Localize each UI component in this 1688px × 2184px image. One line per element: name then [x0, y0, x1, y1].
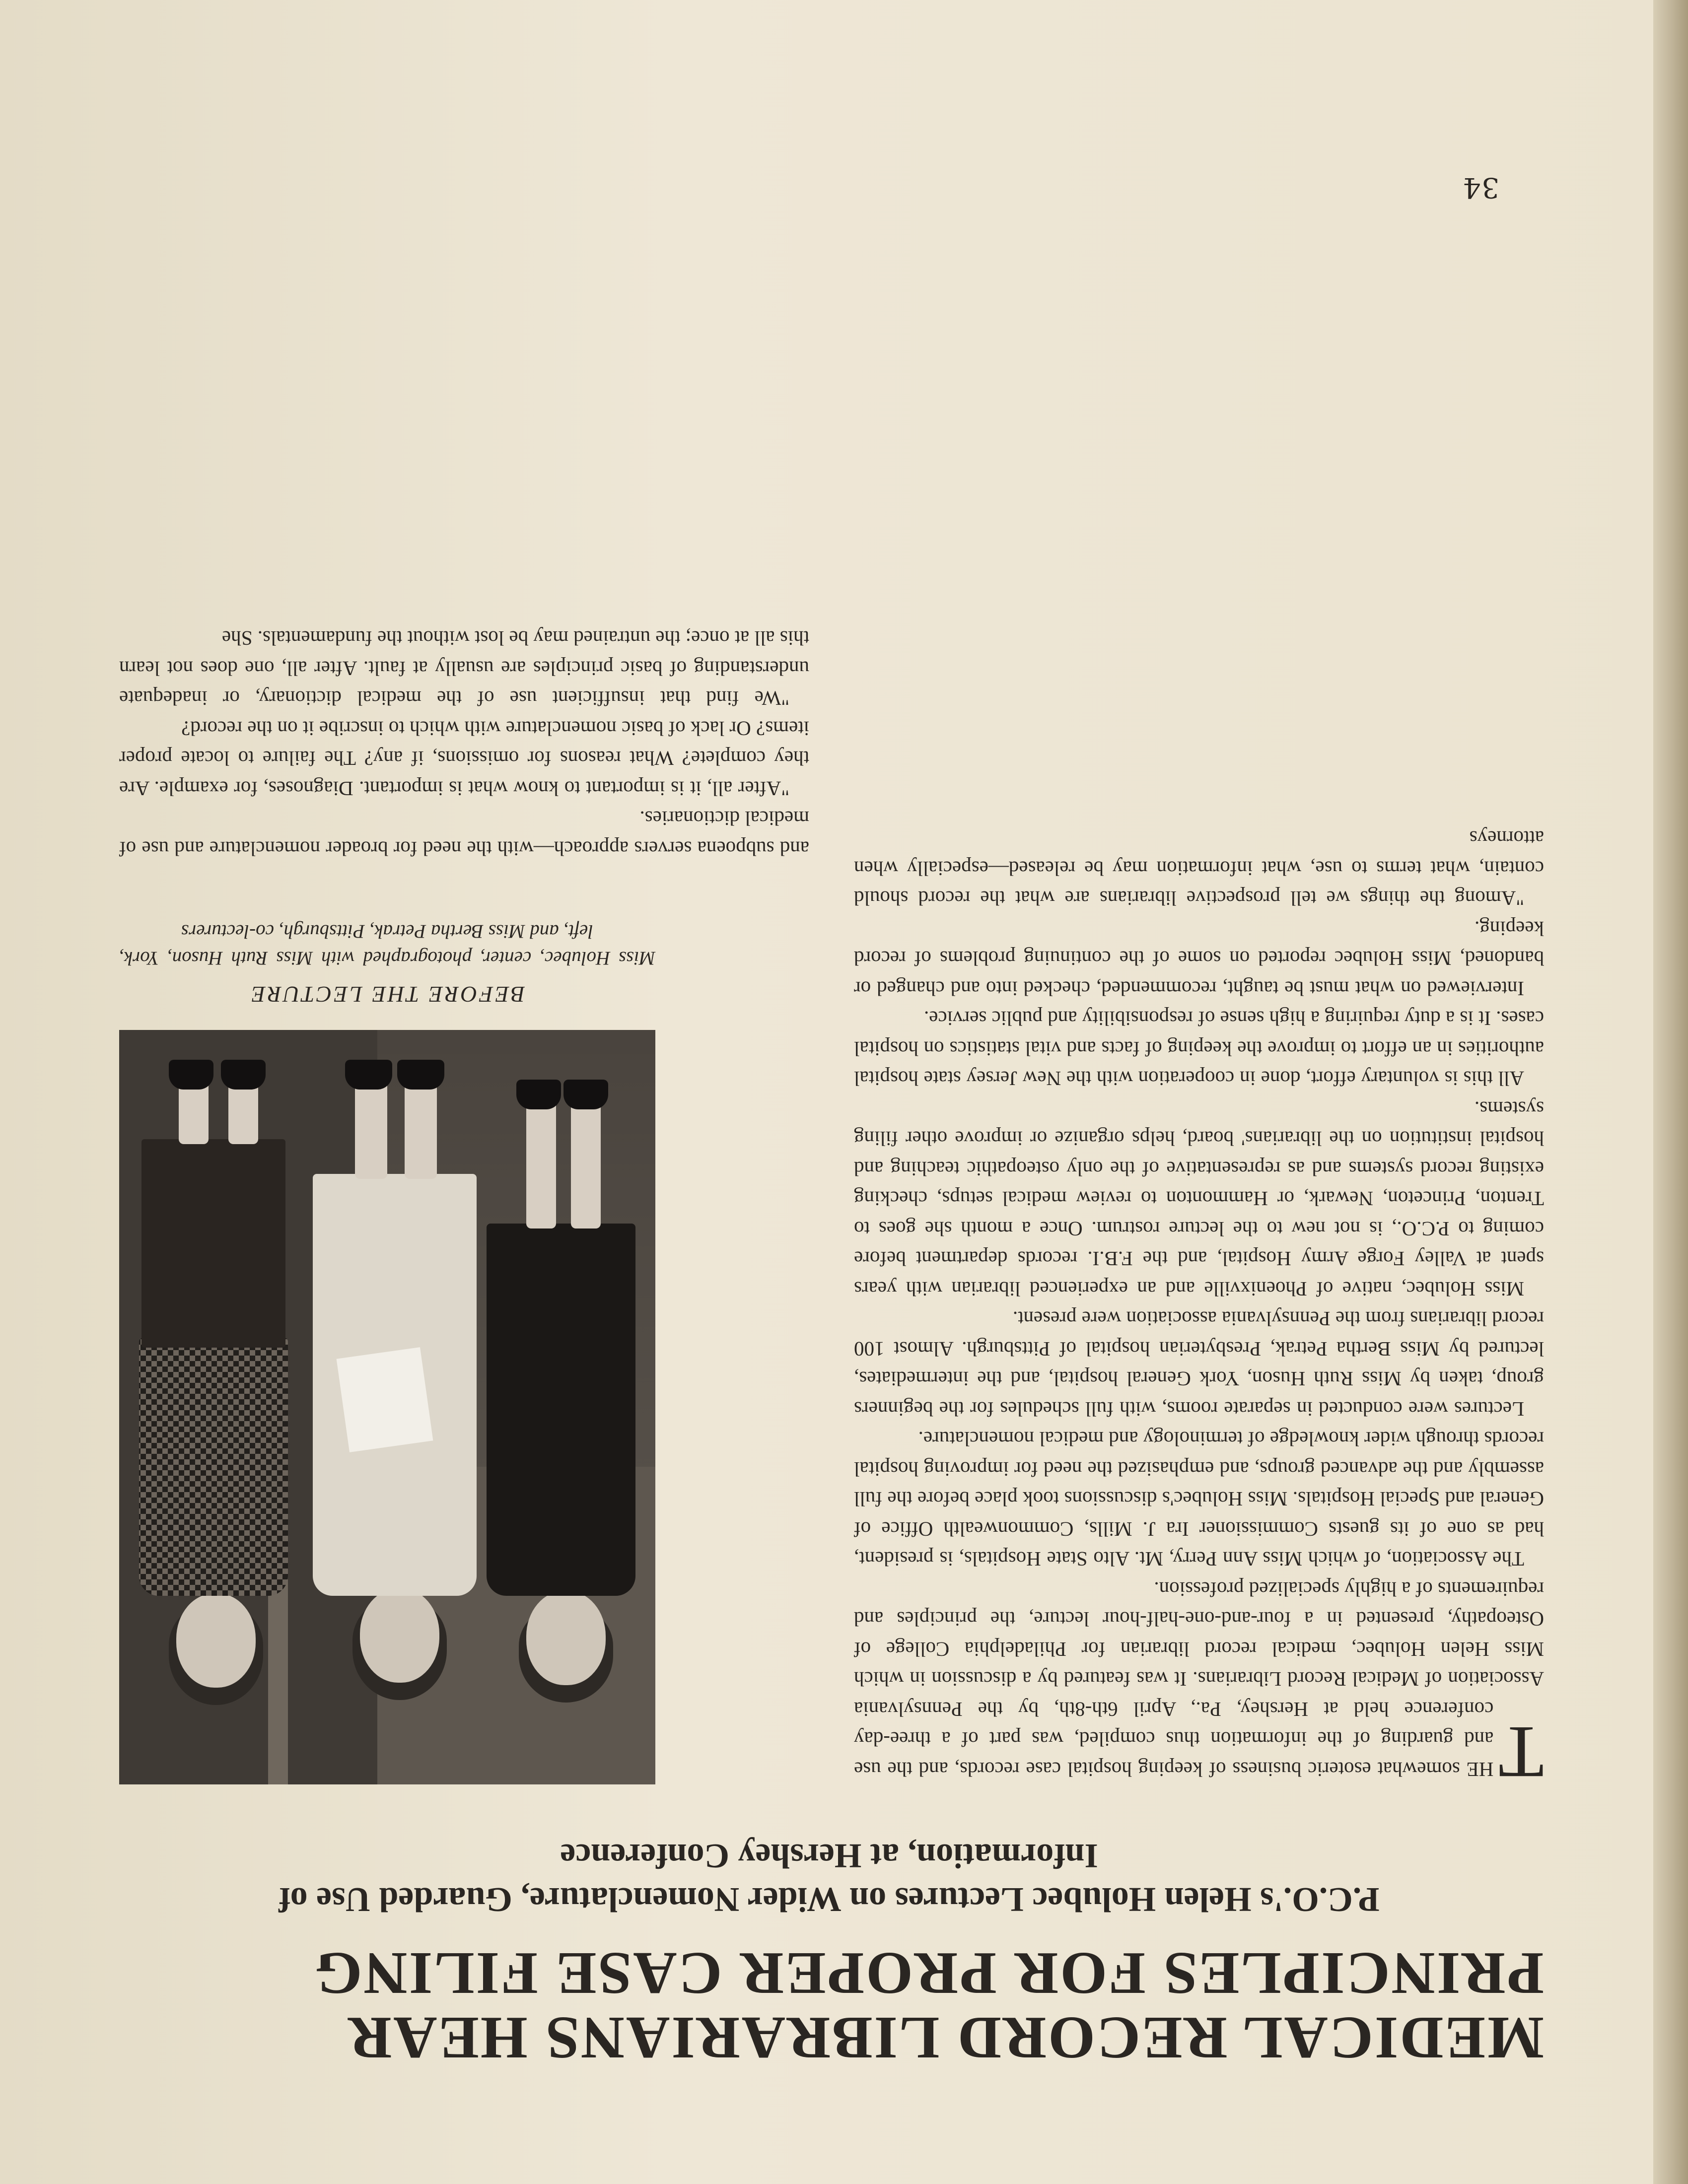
- paragraph: Miss Holubec, native of Phoenixville and an experienced librarian with years spent at Valley Forge Army Hospital, and the F.B.I. records department before coming to P.C.O., is not new to the lecture rostrum. Once a month she goes to Trenton, Princeton, Newark, or Hammonton to review medical setups, checking existing record systems and as representative of the only osteopathic teaching and hospital institution on the librarians' board, helps organize or improve other filing systems.: [854, 1097, 1544, 1300]
- paragraph: "Among the things we tell prospective librarians are what the record should contain, what terms to use, what information may be released—especially when attorneys: [854, 827, 1544, 910]
- caption-title: BEFORE THE LECTURE: [249, 982, 525, 1007]
- paragraph: The Association, of which Miss Ann Perry, Mt. Alto State Hospitals, is president, had as one of its guests Commissioner Ira J. Mills, Commonwealth Office of General and Special Hospitals. Miss Holubec's discussions took place before the full assembly and the advanced groups, and emphasized the need for improving hospital records through wider knowledge of terminology and medical nomenclature.: [854, 1428, 1544, 1571]
- caption-text: Miss Holubec, center, photographed with Miss Ruth Huson, York, left, and Miss Bertha Petrak, Pittsburgh, co-lecturers: [119, 921, 655, 969]
- article-column-right: [119, 623, 809, 864]
- subheadline: P.C.O.'s Helen Holubec Lectures on Wider Nomenclature, Guarded Use of Information, at Hershey Conference: [279, 1837, 1380, 1918]
- paper-sheet: [337, 1347, 433, 1452]
- photo-three-lecturers: [119, 1030, 655, 1784]
- paragraph: All this is voluntary effort, done in cooperation with the New Jersey state hospital authorities in an effort to improve the keeping of facts and vital statistics on hospital cases. It is a duty requiring a high sense of responsibility and public service.: [854, 1007, 1544, 1091]
- headline: MEDICAL RECORD LIBRARIANS HEAR PRINCIPLES FOR PROPER CASE FILING: [313, 1940, 1544, 2071]
- paragraph: Lectures were conducted in separate rooms, with full schedules for the beginners group, taken by Miss Ruth Huson, York General hospital, and the intermediates, lectured by Miss Bertha Petrak, Presbyterian hospital of Pittsburgh. Almost 100 record librarians from the Pennsylvania association were present.: [854, 1307, 1544, 1421]
- paragraph: HE somewhat esoteric business of keeping hospital case records, and the use and guarding of the information thus compiled, was part of a three-day conference held at Hershey, Pa., April 6th-8th, by the Pennsylvania Association of Medical Record Librarians. It was featured by a discussion in which Miss Helen Holubec, medical record librarian for Philadelphia College of Osteopathy, presented in a four-and-one-half-hour lecture, the principles and requirements of a highly specialized profession.: [854, 1578, 1544, 1781]
- paragraph: and subpoena servers approach—with the need for broader nomenclature and use of medical dictionaries.: [119, 807, 809, 860]
- paragraph: "After all, it is important to know what is important. Diagnoses, for example. Are they complete? What reasons for omissions, if any? The failure to locate proper items? Or lack of basic nomenclature with which to inscribe it on the record?: [119, 717, 809, 800]
- photo-caption: [119, 918, 655, 1008]
- page-number: 34: [1462, 171, 1499, 204]
- drop-cap: T: [1498, 1711, 1544, 1793]
- paragraph: Interviewed on what must be taught, recommended, checked into and changed or bandoned, Miss Holubec reported on some of the continuing problems of record keeping.: [854, 917, 1544, 1000]
- article-column-left: [854, 823, 1544, 1793]
- paragraph: "We find that insufficient use of the medical dictionary, or inadequate understanding of basic principles are usually at fault. After all, one does not learn this all at once; the untrained may be lost without the fundamentals. She: [119, 627, 809, 710]
